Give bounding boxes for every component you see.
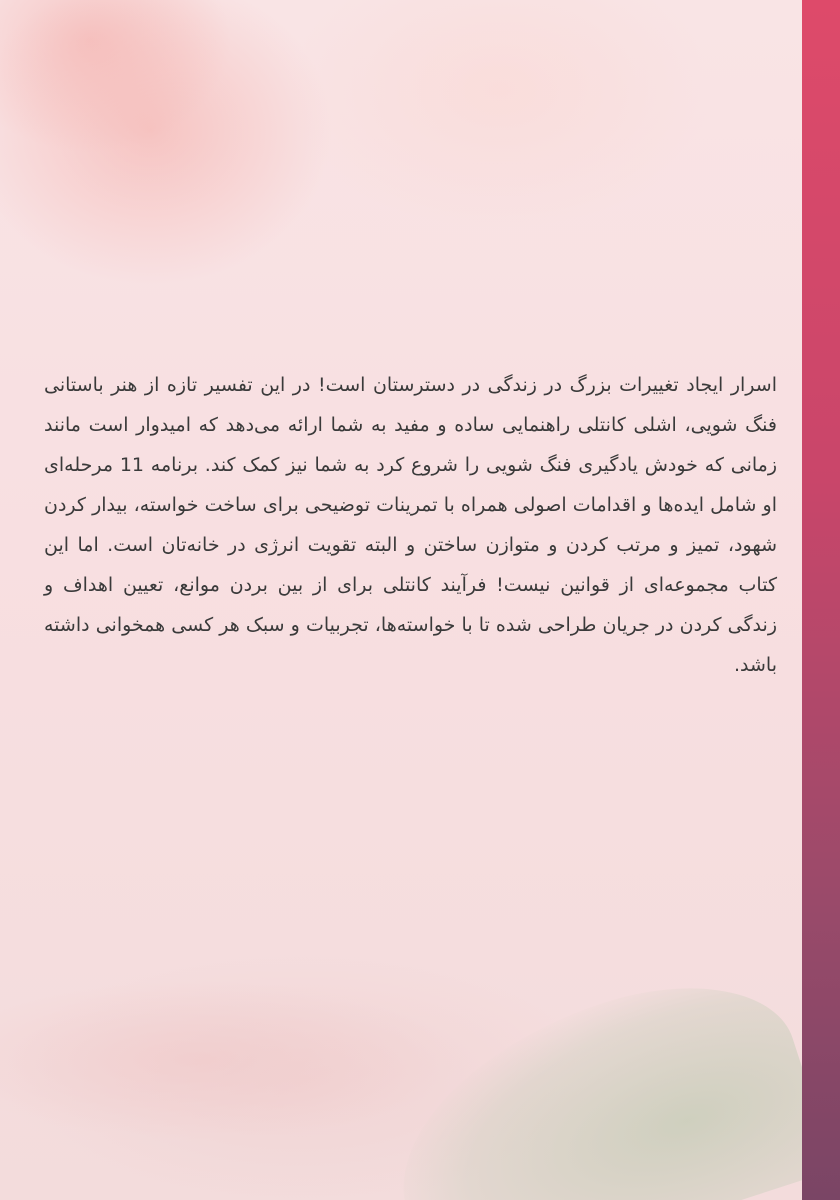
side-color-bar — [802, 0, 840, 1200]
blurb-paragraph: اسرار ایجاد تغییرات بزرگ در زندگی در دسترستان است! در این تفسیر تازه از هنر باستانی فنگ شویی، اشلی کانتلی راهنمایی ساده و مفید به شما ارائه می‌دهد که امیدوار است مانند زمانی که خودش یادگیری فنگ شویی را شروع کرد به شما نیز کمک کند. برنامه 11 مرحله‌ای او شامل ایده‌ها و اقدامات اصولی همراه با تمرینات توضیحی برای ساخت خواسته، بیدار کردن شهود، تمیز و مرتب کردن و متوازن ساختن و البته تقویت انرژی در خانه‌تان است. اما این کتاب مجموعه‌ای از قوانین نیست! فرآیند کانتلی برای از بین بردن موانع، تعیین اهداف و زندگی کردن در جریان طراحی شده تا با خواسته‌ها، تجربیات و سبک هر کسی همخوانی داشته باشد. — [44, 374, 777, 676]
watercolor-wash-pink — [0, 980, 460, 1140]
